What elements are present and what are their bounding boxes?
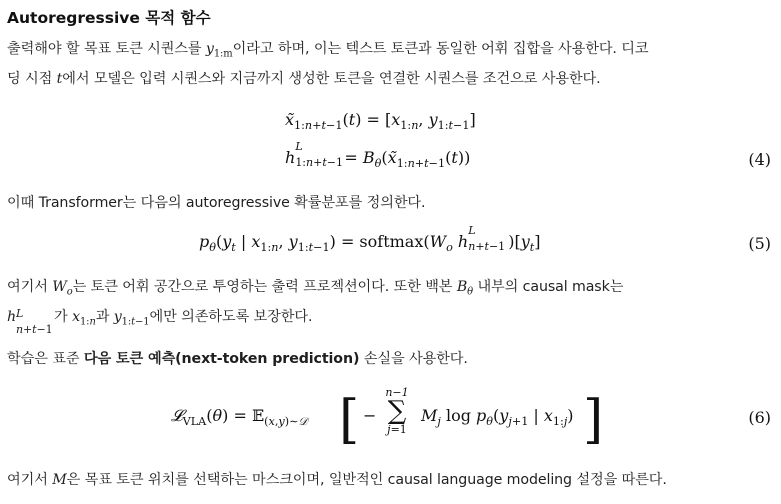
- eq5-number: (5): [748, 234, 771, 253]
- equation-5: [7, 224, 775, 262]
- mask-text-a: 여기서: [7, 472, 53, 488]
- train-text-bold: 다음 토큰 예측(next-token prediction): [83, 351, 360, 367]
- math-y: y: [205, 41, 214, 57]
- proj-text-c: 내부의 causal mask는: [473, 279, 624, 295]
- eq4-number: (4): [748, 150, 771, 169]
- intro-text-1a: 출력해야 할 목표 토큰 시퀀스를: [7, 41, 206, 57]
- paragraph-projection-line2: h L n+t−1 가 $x_{1:n}$과 $y_{1:t-1}$에만 의존하도록 보장한다.: [7, 307, 313, 336]
- proj-text-b: 는 토큰 어휘 공간으로 투영하는 출력 프로젝션이다. 또한 백본: [72, 279, 457, 295]
- eq6-body: 𝓛$_{VLA}$(θ) = 𝔼$_{(x,y)\sim 𝒟}$ [ − n−1 ∑ j=1 $M_j$ $\log p_\theta(y_{j+1}$ | $x_{1:j}$) ]: [171, 386, 604, 450]
- paragraph-mask: [7, 465, 667, 495]
- math-W: W: [52, 279, 67, 295]
- intro-text-2b: 에서 모델은 입력 시퀀스와 지금까지 생성한 토큰을 연결한 시퀀스를 조건으로 사용한다.: [62, 71, 601, 87]
- equation-6: [7, 384, 775, 454]
- proj-text-f: 에만 의존하도록 보장한다.: [149, 309, 313, 325]
- math-B-sub: θ: [467, 286, 474, 298]
- section-heading: Autoregressive 목적 함수: [7, 9, 211, 27]
- train-text-a: 학습은 표준: [7, 351, 84, 367]
- proj-text-a: 여기서: [7, 279, 53, 295]
- paragraph-intro-line2: [7, 64, 601, 94]
- sum-symbol: n−1 ∑ j=1: [385, 386, 409, 436]
- eq4-line1: $x̃_{1:n+t-1}(t) = [x_{1:n}$, $y_{1:t-1}$]: [285, 110, 476, 132]
- eq5-body: $p_\theta(y_t$ | $x_{1:n}$, $y_{1:t-1}$) = $softmax(W_o$ h L n+t−1 )$[y_t]$: [199, 224, 541, 254]
- proj-text-e: 과: [95, 309, 114, 325]
- paragraph-training: [7, 344, 468, 374]
- paragraph-transformer: 이때 Transformer는 다음의 autoregressive 확률분포를 정의한다.: [7, 195, 426, 211]
- math-B: B: [456, 279, 468, 295]
- intro-text-1b: 이라고 하며, 이는 텍스트 토큰과 동일한 어휘 집합을 사용한다. 디코: [232, 41, 649, 57]
- mask-text-b: 은 목표 토큰 위치를 선택하는 마스크이며, 일반적인 causal language modeling 설정을 따른다.: [66, 472, 667, 488]
- proj-text-d: 가: [54, 309, 73, 325]
- math-W-sub: o: [66, 286, 73, 298]
- equation-4: [7, 108, 775, 178]
- math-M: M: [52, 472, 67, 488]
- eq4-line2: h L 1:n+t−1 = $B_\theta(x̃_{1:n+t-1}(t))$: [285, 140, 471, 170]
- eq6-number: (6): [748, 408, 771, 427]
- intro-text-2a: 딩 시점: [7, 71, 57, 87]
- math-t: t: [56, 71, 63, 87]
- math-y-sub: 1:m: [213, 48, 233, 60]
- train-text-b: 손실을 사용한다.: [359, 351, 468, 367]
